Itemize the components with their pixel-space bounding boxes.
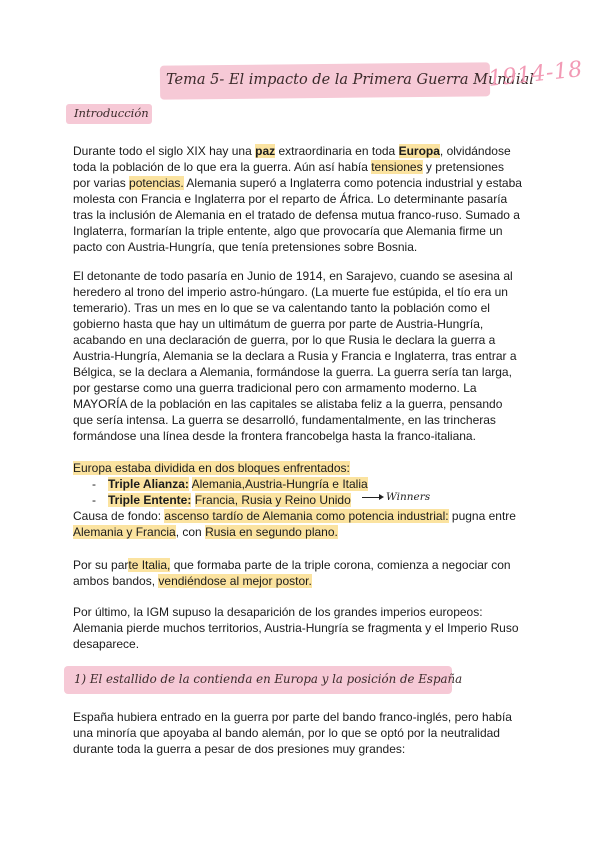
page-title: Tema 5- El impacto de la Primera Guerra Mundial [166,72,534,88]
bullet-triple-alianza: - Triple Alianza: Alemania,Austria-Hungría e Italia [92,477,368,491]
blocs-intro: Europa estaba dividida en dos bloques enfrentados: [73,461,350,475]
paragraph-spain: España hubiera entrado en la guerra por parte del bando franco-inglés, pero había una minoría que apoyaba al bando alemán, por lo que se optó por la neutralidad durante toda la guerra a pesar de dos presiones muy grandes: [73,710,512,756]
paragraph-1: Durante todo el siglo XIX hay una paz extraordinaria en toda Europa, olvidándose toda la población de lo que era la guerra. Aún así había tensiones y pretensiones por varias potencias. Alemania superó a Inglaterra como potencia industrial y estaba molesta con Francia e Inglaterra por el reparto de África. Lo determinante pasaría tras la inclusión de Alemania en el tratado de defensa mutua franco-ruso. Sumado a Inglaterra, formarían la triple entente, algo que provocaría que Alemania firme un pacto con Austria-Hungría, que tenía pretensiones sobre Bosnia. [73,144,522,254]
year-range: 1914-18 [486,57,584,92]
arrow-icon [362,497,382,498]
bullet-triple-entente: - Triple Entente: Francia, Rusia y Reino Unido [92,493,351,507]
intro-heading: Introducción [74,106,149,120]
paragraph-2: El detonante de todo pasaría en Junio de 1914, en Sarajevo, cuando se asesina al heredero al trono del imperio astro-húngaro. (La muerte fue estúpida, el tío era un temerario). Tras un mes en lo que se va calentando tanto la población como el gobierno hasta que hay un ultimátum de guerra por parte de Austria-Hungría, acabando en una declaración de guerra, por lo que Rusia le declara la guerra a Austria-Hungría, Alemania se la declara a Rusia y Francia e Inglaterra, tras entrar a Bélgica, se la declara a Alemania, formándose la guerra. La guerra sería tan larga, por gestarse como una guerra tradicional pero con armamento moderno. La MAYORÍA de la población en las capitales se alistaba feliz a la guerra, pensando que sería intensa. La guerra se desarrolló, fundamentalmente, en las trincheras formándose una línea desde la frontera francobelga hasta la franco-italiana. [73,269,517,443]
winners-annotation: Winners [362,491,430,503]
section-heading: 1) El estallido de la contienda en Europa y la posición de España [74,672,463,686]
paragraph-conclusion: Por último, la IGM supuso la desaparición de los grandes imperios europeos: Alemania pierde muchos territorios, Austria-Hungría se fragmenta y el Imperio Ruso desaparece. [73,605,519,651]
cause-paragraph: Causa de fondo: ascenso tardío de Alemania como potencia industrial: pugna entre Alemania y Francia, con Rusia en segundo plano. [73,509,516,539]
paragraph-italia: Por su parte Italia, que formaba parte de la triple corona, comienza a negociar con ambos bandos, vendiéndose al mejor postor. [73,558,511,588]
